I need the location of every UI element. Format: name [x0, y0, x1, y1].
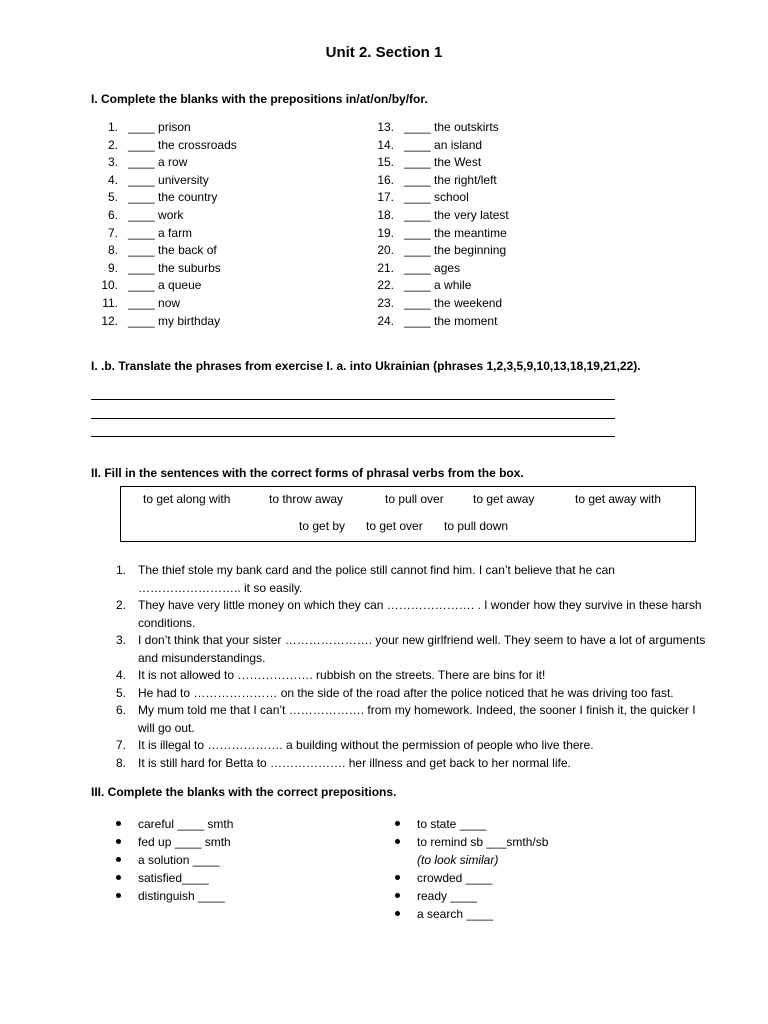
phrasal-verbs-box [120, 486, 696, 542]
phrasal-verb: to get over [366, 519, 423, 533]
bullet-item [395, 869, 492, 887]
exercise-item [372, 188, 469, 206]
phrasal-verb: to pull down [444, 519, 509, 533]
bullet-dot-icon [395, 911, 400, 916]
bullet-text: careful ____ smth [138, 817, 234, 831]
exercise-item [96, 153, 187, 171]
exercise-item [96, 171, 209, 189]
answer-blank[interactable]: ____ [128, 260, 155, 275]
bullet-text: ready ____ [417, 889, 478, 903]
answer-blank[interactable]: ____ [128, 296, 155, 310]
item-phrase: a row [158, 155, 188, 170]
bullet-dot-icon [395, 893, 400, 898]
bullet-item [395, 905, 493, 923]
bullet-item [116, 887, 225, 905]
sentence-number: 5. [115, 686, 126, 700]
item-phrase: the weekend [434, 296, 503, 310]
sentence-text: The thief stole my bank card and the police still cannot find him. I can’t believe that he can …………………….. it so easily. [138, 563, 615, 595]
item-number: 11. [102, 296, 118, 310]
sentence-text: It is not allowed to ………………. rubbish on the streets. There are bins for it! [138, 668, 546, 682]
bullet-note: (to look similar) [417, 853, 499, 867]
item-number: 19. [377, 225, 394, 240]
item-number: 6. [107, 208, 118, 222]
bullet-text: crowded ____ [417, 871, 493, 885]
answer-blank[interactable]: ____ [128, 155, 155, 170]
item-number: 22. [377, 278, 394, 293]
item-number: 21. [377, 260, 394, 275]
item-number: 15. [377, 155, 394, 170]
item-number: 16. [377, 172, 394, 187]
sentence-text: He had to ………………… on the side of the road after the police noticed that he was driving too fast. [138, 686, 674, 700]
answer-blank[interactable]: ____ [404, 172, 431, 187]
answer-blank[interactable]: ____ [404, 313, 431, 328]
item-number: 7. [107, 225, 118, 240]
item-phrase: the outskirts [434, 120, 499, 134]
item-number: 23. [377, 296, 394, 310]
exercise-item [372, 136, 482, 154]
exercise-item [372, 224, 507, 242]
answer-blank[interactable]: ____ [128, 313, 155, 328]
phrasal-verb: to throw away [269, 492, 344, 506]
item-number: 18. [377, 208, 394, 222]
item-phrase: the very latest [434, 208, 509, 222]
item-phrase: school [434, 190, 469, 205]
item-number: 12. [101, 313, 118, 328]
bullet-dot-icon [116, 821, 121, 826]
exercise-item [96, 294, 180, 312]
bullet-dot-icon [395, 839, 400, 844]
item-phrase: my birthday [158, 313, 221, 328]
item-number: 8. [107, 243, 118, 258]
sentence-number: 7. [115, 738, 126, 752]
item-phrase: the meantime [434, 225, 507, 240]
answer-blank[interactable]: ____ [404, 225, 431, 240]
exercise-3-heading: III. Complete the blanks with the correct prepositions. [91, 785, 397, 799]
bullet-item [395, 833, 548, 869]
sentence-text: I don’t think that your sister …………………. your new girlfriend well. They seem to have a lot of arguments and misunderstandings. [138, 633, 706, 665]
sentence-item [110, 702, 710, 737]
sentence-text: It is illegal to ………………. a building without the permission of people who live there. [138, 738, 594, 752]
exercise-item [372, 276, 471, 294]
sentence-number: 1. [115, 563, 126, 577]
sentence-item [110, 737, 710, 755]
bullet-text: satisfied____ [138, 871, 209, 885]
item-phrase: ages [434, 260, 461, 275]
sentence-number: 6. [115, 703, 126, 717]
answer-blank[interactable]: ____ [404, 296, 431, 310]
answer-blank[interactable]: ____ [128, 120, 155, 134]
item-number: 13. [377, 120, 394, 134]
bullet-dot-icon [116, 893, 121, 898]
phrasal-verb: to pull over [385, 492, 444, 506]
phrasal-verb: to get away [473, 492, 535, 506]
bullet-item [395, 815, 486, 833]
sentence-text: They have very little money on which they can …………………. . I wonder how they survive in these harsh conditions. [138, 598, 702, 630]
item-number: 20. [377, 243, 394, 258]
answer-blank[interactable]: ____ [128, 208, 155, 222]
sentence-number: 3. [115, 633, 126, 647]
answer-blank[interactable]: ____ [404, 155, 431, 170]
item-phrase: the right/left [434, 172, 497, 187]
item-phrase: an island [434, 137, 483, 152]
item-phrase: the moment [434, 313, 498, 328]
bullet-text: to remind sb ___smth/sb [417, 835, 549, 849]
sentence-item [110, 755, 710, 773]
page-title: Unit 2. Section 1 [325, 44, 443, 61]
item-phrase: a farm [158, 225, 193, 240]
answer-line-1[interactable] [91, 399, 615, 400]
bullet-dot-icon [116, 857, 121, 862]
sentence-item [110, 667, 710, 685]
item-phrase: the West [434, 155, 482, 170]
bullet-item [116, 815, 233, 833]
exercise-item [96, 259, 221, 277]
exercise-item [96, 224, 192, 242]
item-phrase: now [158, 296, 181, 310]
answer-blank[interactable]: ____ [404, 137, 431, 152]
bullet-item [116, 833, 231, 851]
answer-blank[interactable]: ____ [128, 172, 155, 187]
answer-blank[interactable]: ____ [128, 190, 155, 205]
exercise-item [372, 259, 460, 277]
item-number: 14. [377, 137, 394, 152]
sentence-text: It is still hard for Betta to ………………. her illness and get back to her normal life. [138, 756, 571, 770]
sentence-item [110, 597, 710, 632]
exercise-item [372, 312, 497, 330]
phrasal-verb: to get away with [575, 492, 662, 506]
item-number: 5. [107, 190, 118, 205]
sentence-number: 4. [115, 668, 126, 682]
bullet-dot-icon [116, 839, 121, 844]
bullet-text: a solution ____ [138, 853, 220, 867]
item-phrase: the crossroads [158, 137, 237, 152]
sentence-number: 8. [115, 756, 126, 770]
sentence-text: My mum told me that I can’t ………………. from my homework. Indeed, the sooner I finish it, the quicker I will go out. [138, 703, 696, 735]
bullet-item [116, 869, 209, 887]
exercise-item [372, 294, 502, 312]
exercise-1b-heading: I. .b. Translate the phrases from exercise I. a. into Ukrainian (phrases 1,2,3,5,9,10,13,18,19,21,22). [91, 359, 641, 373]
item-number: 10. [101, 278, 118, 293]
exercise-item [372, 206, 509, 224]
exercise-item [372, 118, 499, 136]
item-phrase: the suburbs [158, 260, 221, 275]
answer-blank[interactable]: ____ [128, 278, 155, 293]
exercise-item [96, 206, 183, 224]
phrasal-verb: to get by [299, 519, 346, 533]
item-number: 24. [377, 313, 394, 328]
item-number: 4. [107, 172, 118, 187]
exercise-item [96, 276, 201, 294]
answer-blank[interactable]: ____ [404, 278, 431, 293]
answer-blank[interactable]: ____ [404, 120, 431, 134]
exercise-item [96, 312, 220, 330]
bullet-dot-icon [395, 875, 400, 880]
answer-blank[interactable]: ____ [128, 225, 155, 240]
exercise-item [96, 136, 237, 154]
item-number: 3. [107, 155, 118, 170]
bullet-dot-icon [395, 821, 400, 826]
answer-line-3[interactable] [91, 436, 615, 437]
sentence-item [110, 632, 710, 667]
answer-blank[interactable]: ____ [404, 260, 431, 275]
sentence-number: 2. [115, 598, 126, 612]
item-phrase: work [158, 208, 184, 222]
item-number: 1. [107, 120, 118, 134]
exercise-1-heading: I. Complete the blanks with the prepositions in/at/on/by/for. [91, 92, 428, 106]
bullet-text: fed up ____ smth [138, 835, 231, 849]
phrasal-verb: to get along with [143, 492, 231, 506]
exercise-2-heading: II. Fill in the sentences with the correct forms of phrasal verbs from the box. [91, 466, 524, 480]
item-phrase: university [158, 172, 209, 187]
item-number: 2. [107, 137, 118, 152]
answer-blank[interactable]: ____ [404, 243, 431, 258]
exercise-item [372, 171, 497, 189]
bullet-item [395, 887, 477, 905]
sentence-item [110, 562, 710, 597]
exercise-item [372, 153, 481, 171]
item-phrase: a queue [158, 278, 202, 293]
exercise-item [96, 118, 191, 136]
exercise-item [372, 241, 506, 259]
item-phrase: prison [158, 120, 191, 134]
bullet-text: to state ____ [417, 817, 487, 831]
bullet-text: a search ____ [417, 907, 494, 921]
answer-line-2[interactable] [91, 418, 615, 419]
bullet-item [116, 851, 219, 869]
item-number: 9. [107, 260, 118, 275]
item-phrase: the beginning [434, 243, 507, 258]
item-phrase: a while [434, 278, 472, 293]
answer-blank[interactable]: ____ [404, 190, 431, 205]
answer-blank[interactable]: ____ [404, 208, 431, 222]
bullet-dot-icon [116, 875, 121, 880]
item-phrase: the back of [158, 243, 217, 258]
item-phrase: the country [158, 190, 218, 205]
exercise-item [96, 188, 217, 206]
exercise-item [96, 241, 217, 259]
item-number: 17. [377, 190, 394, 205]
answer-blank[interactable]: ____ [128, 243, 155, 258]
answer-blank[interactable]: ____ [128, 137, 155, 152]
bullet-text: distinguish ____ [138, 889, 225, 903]
sentence-item [110, 685, 710, 703]
